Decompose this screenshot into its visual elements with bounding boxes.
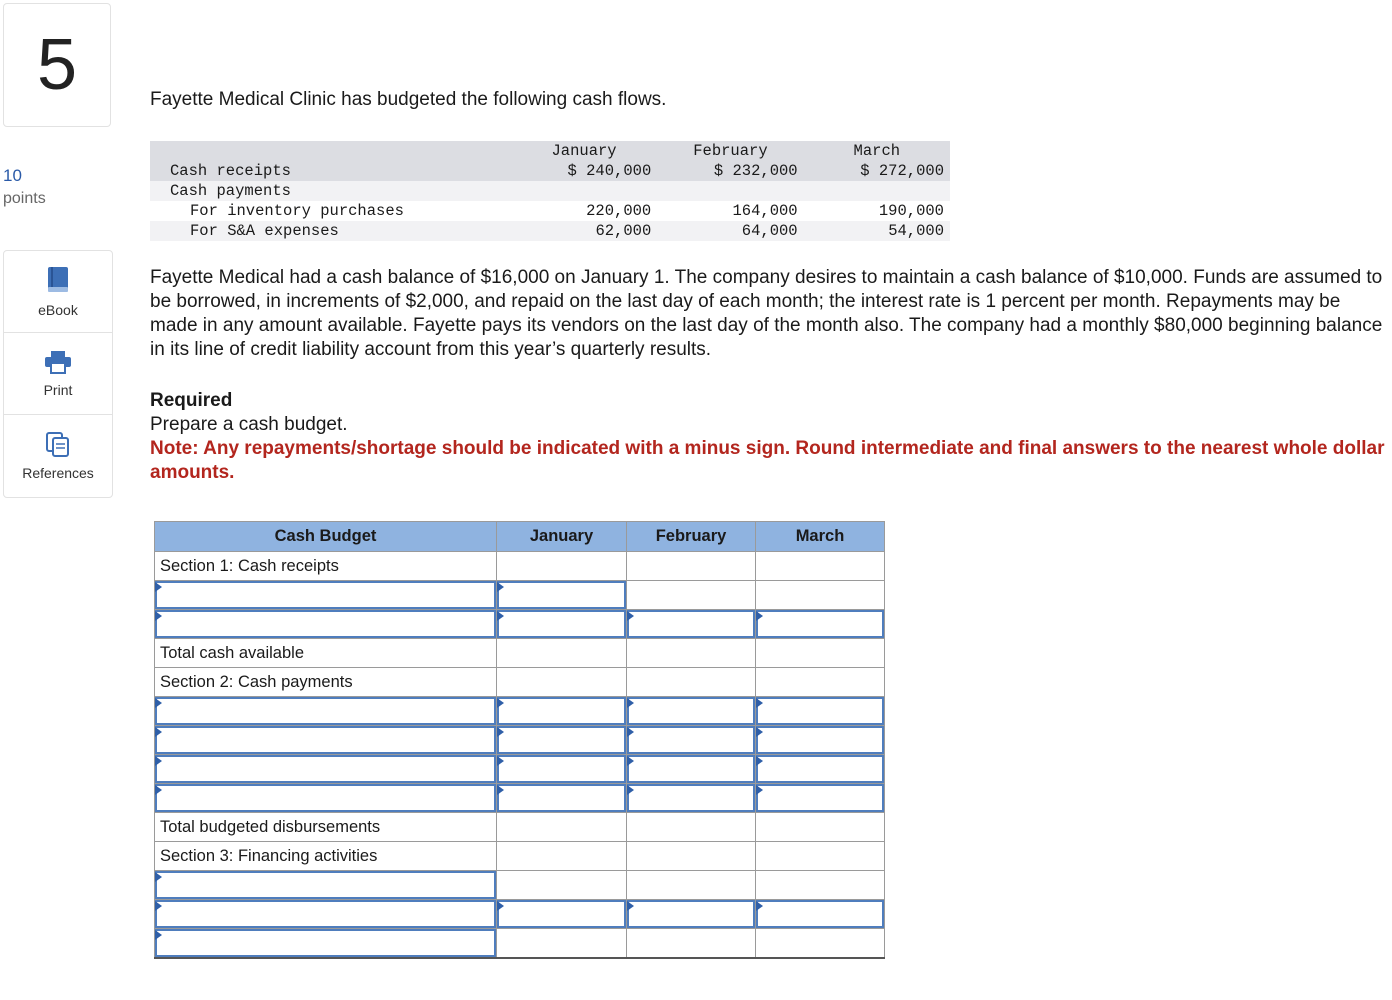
budget-label-input-cell — [155, 726, 497, 755]
budget-empty-cell — [756, 581, 885, 610]
budget-amount-input[interactable] — [497, 697, 626, 725]
budget-label-input-cell — [155, 581, 497, 610]
budget-amount-input[interactable] — [756, 900, 884, 928]
budget-empty-cell — [497, 813, 627, 842]
budget-empty-cell — [756, 813, 885, 842]
budget-empty-cell — [756, 871, 885, 900]
budget-row — [155, 871, 885, 900]
budget-empty-cell — [627, 552, 756, 581]
given-header-blank — [150, 141, 511, 161]
points-value: 10 — [3, 166, 22, 185]
budget-amount-input-cell — [627, 784, 756, 813]
budget-label-input[interactable] — [155, 610, 496, 638]
budget-header-title: Cash Budget — [155, 522, 497, 552]
budget-empty-cell — [497, 842, 627, 871]
given-value: $ 272,000 — [804, 161, 950, 181]
budget-row-label: Total budgeted disbursements — [155, 813, 497, 842]
budget-row-label: Total cash available — [155, 639, 497, 668]
given-value — [511, 181, 657, 201]
budget-amount-input[interactable] — [756, 755, 884, 783]
budget-amount-input-cell — [756, 610, 885, 639]
budget-row — [155, 900, 885, 929]
given-month: March — [804, 141, 950, 161]
budget-amount-input[interactable] — [756, 610, 884, 638]
given-row — [150, 161, 950, 181]
budget-empty-cell — [627, 871, 756, 900]
budget-label-input-cell — [155, 697, 497, 726]
budget-row — [155, 610, 885, 639]
required-text: Prepare a cash budget. — [150, 414, 348, 435]
budget-empty-cell — [756, 668, 885, 697]
given-row — [150, 181, 950, 201]
given-row-label: For S&A expenses — [150, 221, 511, 241]
budget-amount-input[interactable] — [497, 610, 626, 638]
budget-label-input[interactable] — [155, 871, 496, 899]
budget-empty-cell — [627, 842, 756, 871]
given-row-label: For inventory purchases — [190, 202, 404, 220]
printer-icon — [44, 350, 72, 374]
budget-amount-input-cell — [756, 784, 885, 813]
budget-row — [155, 813, 885, 842]
budget-amount-input[interactable] — [627, 726, 755, 754]
print-button[interactable] — [4, 333, 112, 415]
given-row — [150, 201, 950, 221]
given-value: 62,000 — [511, 221, 657, 241]
budget-amount-input-cell — [497, 755, 627, 784]
budget-empty-cell — [497, 552, 627, 581]
budget-amount-input[interactable] — [756, 784, 884, 812]
budget-empty-cell — [497, 871, 627, 900]
budget-label-input-cell — [155, 755, 497, 784]
budget-empty-cell — [627, 813, 756, 842]
budget-amount-input-cell — [497, 581, 627, 610]
given-header-row — [150, 141, 950, 161]
budget-amount-input[interactable] — [627, 900, 755, 928]
budget-amount-input[interactable] — [497, 581, 626, 609]
references-label: References — [22, 465, 94, 481]
budget-amount-input-cell — [627, 900, 756, 929]
budget-empty-cell — [497, 639, 627, 668]
budget-row — [155, 668, 885, 697]
question-number: 5 — [3, 3, 111, 127]
budget-header-month: February — [627, 522, 756, 552]
ebook-label: eBook — [38, 301, 78, 318]
budget-amount-input-cell — [756, 726, 885, 755]
given-value: $ 240,000 — [511, 161, 657, 181]
given-value — [657, 181, 803, 201]
given-month: January — [511, 141, 657, 161]
given-value: 54,000 — [804, 221, 950, 241]
budget-row — [155, 581, 885, 610]
budget-label-input-cell — [155, 610, 497, 639]
budget-header-month: March — [756, 522, 885, 552]
budget-row — [155, 784, 885, 813]
budget-label-input[interactable] — [155, 900, 496, 928]
problem-paragraph: Fayette Medical had a cash balance of $16,000 on January 1. The company desires to maintain a cash balance of $10,000. Funds are assumed to be borrowed, in increments of $2,000, and repaid on the last day of each month; the interest rate is 1 percent per month. Repayments may be made in any amount available. Fayette pays its vendors on the last day of the month also. The company had a monthly $80,000 beginning balance in its line of credit liability account from this year’s quarterly results. — [150, 267, 1383, 360]
budget-amount-input[interactable] — [627, 697, 755, 725]
budget-header-month: January — [497, 522, 627, 552]
points-label: points — [3, 190, 46, 207]
budget-amount-input-cell — [497, 726, 627, 755]
budget-label-input[interactable] — [155, 929, 496, 957]
given-row-label: Cash payments — [150, 181, 511, 201]
budget-label-input[interactable] — [155, 697, 496, 725]
book-icon — [46, 266, 70, 294]
budget-empty-cell — [756, 552, 885, 581]
budget-label-input-cell — [155, 871, 497, 900]
budget-amount-input-cell — [627, 726, 756, 755]
budget-empty-cell — [756, 639, 885, 668]
budget-label-input[interactable] — [155, 755, 496, 783]
tools-panel — [3, 250, 113, 498]
budget-row-label: Section 3: Financing activities — [155, 842, 497, 871]
budget-label-input-cell — [155, 900, 497, 929]
budget-amount-input-cell — [627, 610, 756, 639]
budget-row — [155, 639, 885, 668]
budget-label-input-cell — [155, 929, 497, 958]
cash-budget-table — [154, 521, 885, 959]
budget-amount-input-cell — [497, 784, 627, 813]
given-month: February — [657, 141, 803, 161]
budget-row — [155, 697, 885, 726]
budget-amount-input-cell — [497, 610, 627, 639]
required-title: Required — [150, 390, 233, 411]
budget-empty-cell — [497, 929, 627, 958]
given-value — [804, 181, 950, 201]
budget-amount-input-cell — [497, 900, 627, 929]
budget-row — [155, 552, 885, 581]
budget-empty-cell — [627, 581, 756, 610]
budget-amount-input[interactable] — [756, 697, 884, 725]
budget-header-row — [155, 522, 885, 552]
budget-row-label: Section 1: Cash receipts — [155, 552, 497, 581]
budget-amount-input-cell — [627, 755, 756, 784]
print-label: Print — [43, 381, 73, 398]
budget-row — [155, 929, 885, 958]
budget-row-label: Section 2: Cash payments — [155, 668, 497, 697]
budget-amount-input[interactable] — [497, 755, 626, 783]
budget-label-input[interactable] — [155, 581, 496, 609]
references-button[interactable] — [4, 415, 112, 497]
points-block — [3, 164, 46, 210]
budget-amount-input-cell — [627, 697, 756, 726]
budget-amount-input[interactable] — [627, 755, 755, 783]
budget-label-input[interactable] — [155, 726, 496, 754]
given-cash-flows-table — [150, 141, 950, 241]
budget-amount-input[interactable] — [627, 784, 755, 812]
budget-amount-input[interactable] — [756, 726, 884, 754]
budget-label-input[interactable] — [155, 784, 496, 812]
required-section — [150, 389, 1390, 485]
references-icon — [45, 431, 71, 457]
given-row — [150, 221, 950, 241]
given-value: 190,000 — [878, 202, 944, 220]
budget-amount-input[interactable] — [497, 726, 626, 754]
budget-empty-cell — [627, 929, 756, 958]
ebook-button[interactable] — [4, 251, 112, 333]
given-value: 220,000 — [586, 202, 652, 220]
given-value: 164,000 — [732, 202, 798, 220]
budget-amount-input[interactable] — [497, 900, 626, 928]
budget-amount-input[interactable] — [497, 784, 626, 812]
intro-text: Fayette Medical Clinic has budgeted the following cash flows. — [150, 89, 667, 110]
required-note: Note: Any repayments/shortage should be indicated with a minus sign. Round intermediate and final answers to the nearest whole dollar amounts. — [150, 438, 1385, 483]
budget-amount-input-cell — [756, 755, 885, 784]
given-value: $ 232,000 — [657, 161, 803, 181]
budget-amount-input[interactable] — [627, 610, 755, 638]
budget-amount-input-cell — [756, 697, 885, 726]
budget-label-input-cell — [155, 784, 497, 813]
budget-empty-cell — [756, 929, 885, 958]
budget-empty-cell — [627, 668, 756, 697]
budget-row — [155, 726, 885, 755]
budget-row — [155, 755, 885, 784]
budget-row — [155, 842, 885, 871]
budget-amount-input-cell — [497, 697, 627, 726]
budget-empty-cell — [627, 639, 756, 668]
given-value: 64,000 — [657, 221, 803, 241]
budget-amount-input-cell — [756, 900, 885, 929]
budget-empty-cell — [497, 668, 627, 697]
budget-empty-cell — [756, 842, 885, 871]
given-row-label: Cash receipts — [150, 161, 511, 181]
